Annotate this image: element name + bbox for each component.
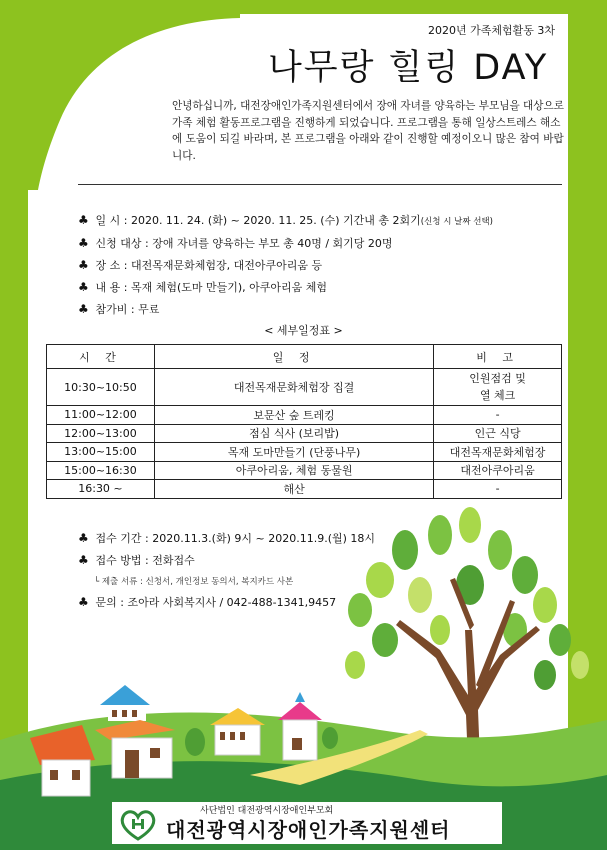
apply-period (78, 530, 375, 546)
info-content-text: 내 용 : 목재 체험(도마 만들기), 아쿠아리움 체험 (95, 281, 328, 294)
schedule-header-row (47, 345, 562, 369)
row-time: 13:00~15:00 (47, 443, 155, 462)
info-date-note: (신청 시 날짜 선택) (420, 217, 493, 227)
info-target-text: 신청 대상 : 장애 자녀를 양육하는 부모 총 40명 / 회기당 20명 (95, 237, 393, 250)
info-fee (78, 301, 159, 317)
apply-period-text: 접수 기간 : 2020.11.3.(화) 9시 ~ 2020.11.9.(월) 18시 (95, 532, 376, 545)
row-event: 점심 식사 (보리밥) (154, 424, 433, 443)
club-icon: ♣ (78, 302, 89, 316)
info-fee-text: 참가비 : 무료 (95, 303, 160, 316)
contact (78, 594, 336, 610)
info-place-text: 장 소 : 대전목재문화체험장, 대전아쿠아리움 등 (95, 259, 323, 272)
header-time: 시 간 (47, 345, 155, 369)
table-row (47, 424, 562, 443)
row-event: 목재 도마만들기 (단풍나무) (154, 443, 433, 462)
club-icon: ♣ (78, 553, 89, 567)
row-note: 대전아쿠아리움 (434, 461, 562, 480)
row-event: 아쿠아리움, 체험 동물원 (154, 461, 433, 480)
row-note: 인근 식당 (434, 424, 562, 443)
row-time: 16:30 ~ (47, 480, 155, 499)
center-logo-icon (118, 807, 158, 841)
footer-center-name: 대전광역시장애인가족지원센터 (166, 818, 451, 842)
info-date-text: 일 시 : 2020. 11. 24. (화) ~ 2020. 11. 25. (수) 기간내 총 2회기 (95, 214, 421, 227)
club-icon: ♣ (78, 213, 89, 227)
apply-method-text: 접수 방법 : 전화접수 (95, 554, 195, 567)
program-label: 2020년 가족체험활동 3차 (428, 24, 555, 37)
club-icon: ♣ (78, 236, 89, 250)
info-date (78, 212, 493, 228)
apply-method (78, 552, 195, 568)
bush-icon (185, 728, 205, 756)
row-time: 15:00~16:30 (47, 461, 155, 480)
info-target (78, 235, 393, 251)
row-time: 10:30~10:50 (47, 369, 155, 406)
page-title: 나무랑 힐링 DAY (268, 48, 549, 88)
row-note: - (434, 480, 562, 499)
row-note: 대전목재문화체험장 (434, 443, 562, 462)
row-time: 11:00~12:00 (47, 406, 155, 425)
info-content (78, 279, 327, 295)
row-note: 인원점검 및 열 체크 (434, 369, 562, 406)
divider (78, 184, 562, 185)
club-icon: ♣ (78, 280, 89, 294)
row-event: 해산 (154, 480, 433, 499)
header-event: 일 정 (154, 345, 433, 369)
header-note: 비 고 (434, 345, 562, 369)
club-icon: ♣ (78, 531, 89, 545)
row-time: 12:00~13:00 (47, 424, 155, 443)
row-note: - (434, 406, 562, 425)
intro-paragraph: 안녕하십니까, 대전장애인가족지원센터에서 장애 자녀를 양육하는 부모님을 대상으로 가족 체험 활동프로그램을 진행하게 되었습니다. 프로그램을 통해 일상스트레스 해소에 도움이 되길 바라며, 본 프로그램을 아래와 같이 진행할 예정이오니 많은 참여 바랍니다. (172, 100, 564, 162)
schedule-title: < 세부일정표 > (264, 324, 343, 337)
table-row (47, 443, 562, 462)
row-event: 대전목재문화체험장 집결 (154, 369, 433, 406)
bush-icon (322, 727, 338, 749)
table-row (47, 406, 562, 425)
info-place (78, 257, 322, 273)
contact-text: 문의 : 조아라 사회복지사 / 042-488-1341,9457 (95, 596, 337, 609)
table-row (47, 369, 562, 406)
club-icon: ♣ (78, 595, 89, 609)
footer-parent-org: 사단법인 대전광역시장애인부모회 (200, 806, 334, 816)
apply-docs: └ 제출 서류 : 신청서, 개인정보 동의서, 복지카드 사본 (94, 577, 294, 587)
schedule-table (46, 344, 562, 499)
row-event: 보문산 숲 트레킹 (154, 406, 433, 425)
house-pink (278, 692, 322, 760)
table-row (47, 461, 562, 480)
club-icon: ♣ (78, 258, 89, 272)
